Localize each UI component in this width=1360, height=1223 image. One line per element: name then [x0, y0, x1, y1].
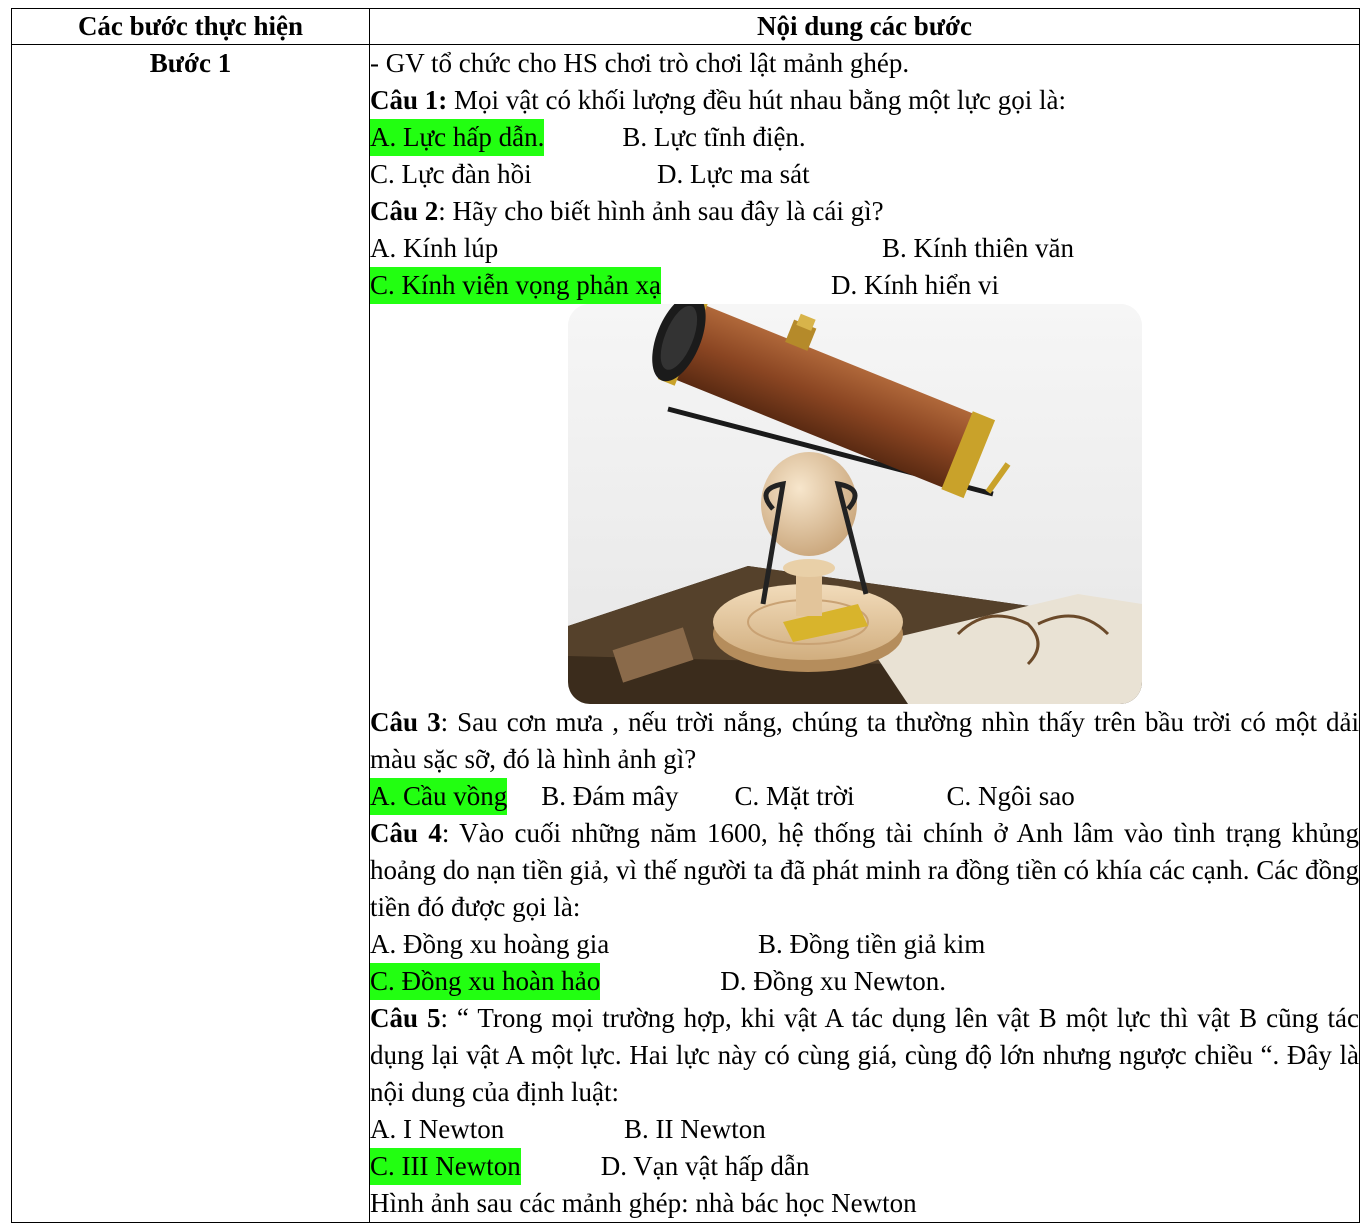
- closing-text: Hình ảnh sau các mảnh ghép: nhà bác học Newton: [370, 1188, 917, 1218]
- q2-text: : Hãy cho biết hình ảnh sau đây là cái gì?: [438, 196, 884, 226]
- q1-label: Câu 1:: [370, 85, 448, 115]
- q1-option-a: A. Lực hấp dẫn.: [370, 119, 544, 156]
- q2-option-d: D. Kính hiển vi: [830, 270, 999, 300]
- q4-option-a: A. Đồng xu hoàng gia: [370, 929, 610, 959]
- step-label: Bước 1: [12, 45, 370, 1223]
- q5-option-c: C. III Newton: [370, 1148, 521, 1185]
- q3-option-d: C. Ngôi sao: [946, 781, 1075, 811]
- q5-label: Câu 5: [370, 1003, 441, 1033]
- q5-options-row2: [370, 1148, 1359, 1185]
- q2-label: Câu 2: [370, 196, 439, 226]
- q2-option-a: A. Kính lúp: [370, 233, 499, 263]
- q1-options-row2: [370, 156, 1359, 193]
- q2-options-row1: [370, 230, 1359, 267]
- q4-option-d: D. Đồng xu Newton.: [720, 966, 946, 996]
- question-4: [370, 815, 1359, 926]
- reflecting-telescope-icon: [568, 304, 1142, 704]
- header-steps: Các bước thực hiện: [12, 9, 370, 45]
- q4-option-b: B. Đồng tiền giả kim: [758, 929, 986, 959]
- q5-text: : “ Trong mọi trường hợp, khi vật A tác dụng lên vật B một lực thì vật B cũng tác dụng lại vật A một lực. Hai lực này có cùng giá, cùng độ lớn nhưng ngược chiều “. Đây là nội dung của định luật:: [370, 1003, 1359, 1107]
- q4-text: : Vào cuối những năm 1600, hệ thống tài chính ở Anh lâm vào tình trạng khủng hoảng do nạn tiền giả, vì thế người ta đã phát minh ra đồng tiền có khía các cạnh. Các đồng tiền đó được gọi là:: [370, 818, 1360, 922]
- question-1: [370, 82, 1359, 119]
- q4-label: Câu 4: [370, 818, 442, 848]
- q4-option-c: C. Đồng xu hoàn hảo: [370, 963, 600, 1000]
- q3-label: Câu 3: [370, 707, 441, 737]
- q4-options-row2: [370, 963, 1359, 1000]
- q1-text: Mọi vật có khối lượng đều hút nhau bằng một lực gọi là:: [447, 85, 1066, 115]
- q5-option-d: D. Vạn vật hấp dẫn: [600, 1151, 810, 1181]
- q1-options-row1: [370, 119, 1359, 156]
- q3-option-c: C. Mặt trời: [734, 781, 855, 811]
- step-content: [370, 45, 1360, 1223]
- question-5: [370, 1000, 1359, 1111]
- lesson-steps-table: [11, 8, 1360, 1223]
- question-2: [370, 193, 1359, 230]
- q2-option-b: B. Kính thiên văn: [882, 233, 1074, 263]
- q5-option-b: B. II Newton: [624, 1114, 766, 1144]
- q3-text: : Sau cơn mưa , nếu trời nắng, chúng ta thường nhìn thấy trên bầu trời có một dải màu sặc sỡ, đó là hình ảnh gì?: [370, 707, 1360, 774]
- page-top-strip: [0, 0, 1360, 8]
- q3-option-a: A. Cầu vồng: [370, 778, 507, 815]
- q5-option-a: A. I Newton: [370, 1114, 505, 1144]
- question-3: [370, 704, 1359, 778]
- q3-options: [370, 778, 1359, 815]
- q2-options-row2: [370, 267, 1359, 304]
- q5-options-row1: [370, 1111, 1359, 1148]
- q2-option-c: C. Kính viễn vọng phản xạ: [370, 267, 661, 304]
- telescope-image: [568, 304, 1142, 704]
- table-row: [12, 45, 1360, 1223]
- q1-option-c: C. Lực đàn hồi: [370, 159, 532, 189]
- table-header-row: [12, 9, 1360, 45]
- q4-options-row1: [370, 926, 1359, 963]
- q1-option-b: B. Lực tĩnh điện.: [622, 122, 806, 152]
- intro-text: - GV tổ chức cho HS chơi trò chơi lật mảnh ghép.: [370, 48, 910, 78]
- q1-option-d: D. Lực ma sát: [657, 159, 810, 189]
- header-content: Nội dung các bước: [370, 9, 1360, 45]
- q3-option-b: B. Đám mây: [541, 781, 679, 811]
